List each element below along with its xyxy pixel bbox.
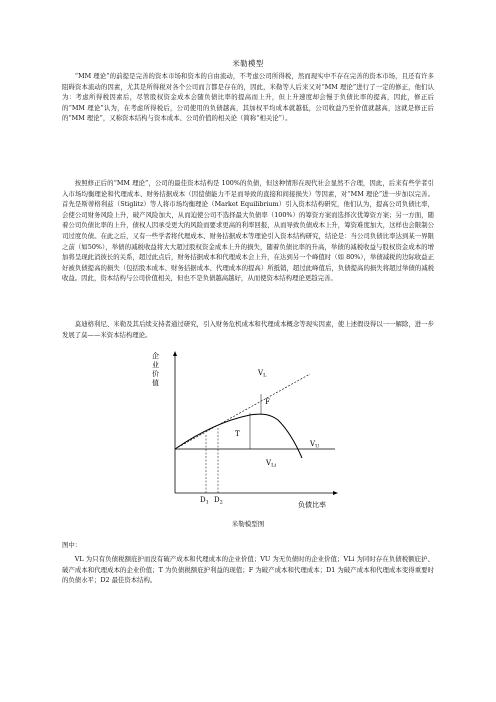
label-vl: $V_L$ <box>258 369 267 379</box>
y-axis-label: 企 业 价 值 <box>152 352 159 387</box>
figure-caption: 米勒模型图 <box>231 520 265 528</box>
paragraph-2: 按照修正后的“MM 理论”，公司的最佳资本结构是 100%的负债，但这种情形在现代社会显然不合理，因此，后来有些学者引入市场均衡理论和代理成本、财务拮据成本（因偿债能力不足而导致的直接和间接损失）等因素，对“MM 理论”进一步加以完善。首先是斯蒂格利兹（Stiglitz）等人将市场均衡理论（Market Equilibrium）引入资本结构研究，他们认为，提高公司负债比率，会使公司财务风险上升，破产风险加大，从而迫使公司不选择最大负债率（100%）的筹资方案而选择次优筹资方案；另一方面，随着公司负债比率的上升，债权人因承受更大的风险而要求更高的利率回报，从而导致负债成本上升，筹资难度加大，这样也会限制公司过度负债。在此之后，又有一些学者将代理成本、财务拮据成本等理论引入资本结构研究，结论是：当公司负债比率达到某一界限之前（如50%），举债的减税收益将大大超过股权资金成本上升的损失，随着负债比率的升高，举债的减税收益与股权资金成本的增加将呈现此消彼长的关系，超过此点后，财务拮据成本和代理成本会上升，在达到另一个峰值时（如 80%），举债减税的边际收益正好被负债提高的损失（包括股本成本、财务拮据成本、代理成本的提高）所抵销，超过此峰值后，负债提高的损失将超过举债的减税收益。因此，资本结构与公司价值相关，但也不是负债越高越好，从而使资本结构理论更趋完善。 <box>62 179 434 283</box>
vl-line <box>175 374 310 449</box>
label-d2: $D_2$ <box>214 496 223 506</box>
miller-model-figure <box>150 348 360 528</box>
label-f: F <box>265 398 270 406</box>
label-t: T <box>235 430 240 438</box>
legend-text: VL 为只有负债税额庇护而没有破产成本和代理成本的企业价值；VU 为无负债时的企业价值；VLi 为同时存在负债税额庇护、破产成本和代理成本的企业价值；T 为负债税额庇护利益的现值；F 为破产成本和代理成本；D1 为破产成本和代理成本变得重要时的负债水平；D2 最佳资本结构。 <box>62 555 434 585</box>
label-d1: $D_1$ <box>200 496 209 506</box>
page-title: 米勒模型 <box>232 59 264 68</box>
x-axis-label: 负债比率 <box>298 501 326 509</box>
label-vli: $V_{Li}$ <box>266 459 276 469</box>
legend-heading: 图中： <box>62 541 82 549</box>
label-vu: $V_U$ <box>310 440 320 450</box>
paragraph-3: 莫迪格利尼、米勒及其后续支持者通过研究，引入财务危机成本和代理成本概念等现实因素，使上述假设得以一一解除，进一步发展了莫——米资本结构理论。 <box>62 320 434 339</box>
paragraph-1: “MM 理论”的前提是完善的资本市场和资本的自由流动，不考虑公司所得税，然而现实中不存在完善的资本市场，且还有许多阻碍资本流动的因素，尤其是所得税对各个公司而言都是存在的，因此，米勒等人后来又对“MM 理论”进行了一定的修正，他们认为：考虑所得税因素后，尽管股权资金成本会随负债比率的提高而上升，但上升速度却会慢于负债比率的提高，因此，修正后的“MM 理论”认为，在考虑所得税后，公司使用的负债越高，其加权平均成本就越低，公司收益乃至价值就越高，这就是修正后的“MM 理论”，又称资本结构与资本成本、公司价值的相关论（简称“相关论”）。 <box>62 72 434 123</box>
x-axis-arrow <box>333 491 338 495</box>
y-axis-arrow <box>173 351 177 356</box>
